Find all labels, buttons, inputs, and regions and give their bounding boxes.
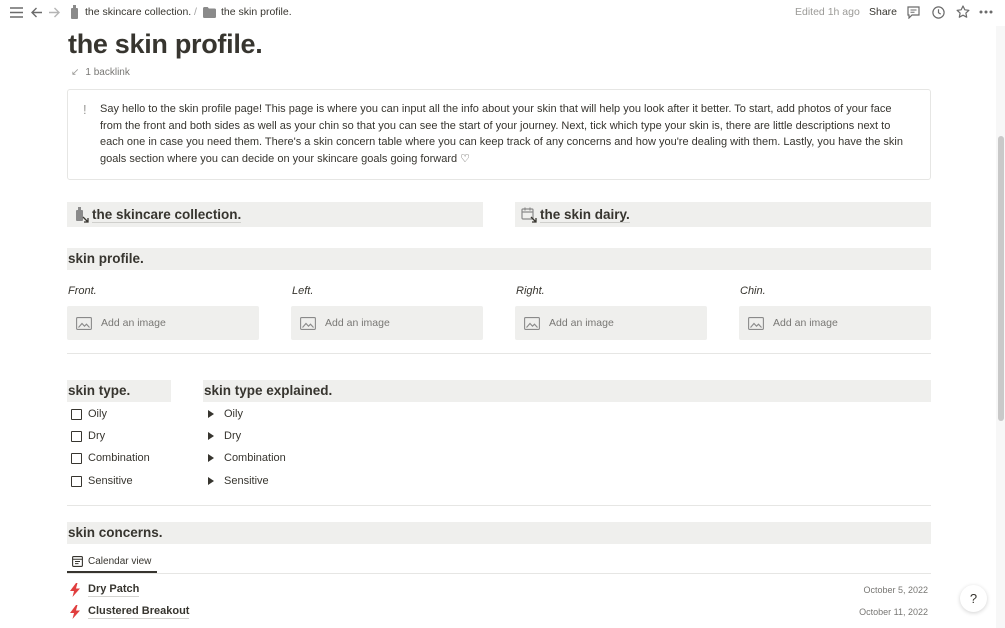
toggle-triangle-icon[interactable] [208, 410, 214, 418]
clock-icon[interactable] [932, 6, 945, 19]
checkbox-oily[interactable] [71, 406, 107, 422]
link-skincare-collection[interactable] [67, 202, 483, 227]
breadcrumb-current-page[interactable]: the skin profile. [221, 6, 292, 18]
image-icon [748, 317, 764, 330]
link-skin-dairy-label[interactable]: the skin dairy. [540, 206, 630, 222]
lightning-icon [69, 583, 81, 597]
checkbox-dry[interactable] [71, 428, 105, 444]
checkbox-label: Oily [88, 408, 107, 420]
chin-label: Chin. [740, 285, 766, 297]
checkbox-label: Dry [88, 430, 106, 442]
checkbox-label: Combination [88, 452, 150, 464]
divider [67, 505, 931, 506]
skin-profile-heading[interactable]: skin profile. [67, 248, 931, 270]
comment-icon[interactable] [907, 6, 920, 19]
scrollbar[interactable] [996, 26, 1005, 628]
more-options-icon[interactable] [979, 10, 993, 14]
page-title[interactable]: the skin profile. [68, 29, 263, 59]
menu-icon[interactable] [10, 7, 23, 18]
toggle-label[interactable]: Dry [224, 430, 242, 442]
edited-status: Edited 1h ago [795, 6, 860, 18]
calendar-view-label[interactable]: Calendar view [88, 555, 152, 567]
link-skin-dairy[interactable] [515, 202, 931, 227]
skin-type-explained-heading[interactable]: skin type explained. [203, 380, 931, 402]
image-icon [300, 317, 316, 330]
backlink-arrow-icon: ↙ [71, 67, 80, 78]
calendar-view-tab[interactable] [67, 551, 157, 573]
lightning-icon [69, 605, 81, 619]
toggle-triangle-icon[interactable] [208, 454, 214, 462]
skin-type-heading[interactable]: skin type. [67, 380, 171, 402]
concern-date: October 11, 2022 [859, 607, 928, 617]
add-chin-image-label[interactable]: Add an image [773, 317, 838, 329]
right-label: Right. [516, 285, 545, 297]
front-label: Front. [68, 285, 97, 297]
help-button[interactable]: ? [960, 585, 987, 612]
intro-callout[interactable] [67, 89, 931, 180]
checkbox-combination[interactable] [71, 450, 150, 466]
calendar-link-icon [520, 206, 538, 224]
breadcrumb-collection[interactable]: the skincare collection. [85, 6, 192, 18]
bottle-icon [70, 5, 79, 19]
backlink[interactable] [71, 67, 130, 78]
share-button[interactable]: Share [869, 6, 898, 18]
toggle-label[interactable]: Combination [224, 452, 286, 464]
concern-name[interactable]: Clustered Breakout [88, 605, 190, 617]
add-right-image-button[interactable] [515, 306, 707, 340]
checkbox-box[interactable] [71, 476, 82, 487]
concern-row[interactable] [69, 602, 931, 622]
image-icon [524, 317, 540, 330]
star-icon[interactable] [956, 5, 970, 19]
toggle-oily[interactable] [208, 406, 243, 422]
image-icon [76, 317, 92, 330]
add-left-image-label[interactable]: Add an image [325, 317, 390, 329]
scrollbar-thumb[interactable] [998, 136, 1004, 421]
folder-icon [203, 7, 216, 18]
divider [67, 353, 931, 354]
skin-concerns-heading[interactable]: skin concerns. [67, 522, 931, 544]
forward-arrow-icon[interactable] [48, 7, 60, 18]
checkbox-sensitive[interactable] [71, 473, 133, 489]
add-chin-image-button[interactable] [739, 306, 931, 340]
toggle-label[interactable]: Sensitive [224, 475, 269, 487]
concern-name[interactable]: Dry Patch [88, 583, 140, 595]
toggle-sensitive[interactable] [208, 473, 269, 489]
add-front-image-button[interactable] [67, 306, 259, 340]
add-front-image-label[interactable]: Add an image [101, 317, 166, 329]
back-arrow-icon[interactable] [31, 7, 43, 18]
add-right-image-label[interactable]: Add an image [549, 317, 614, 329]
toggle-combination[interactable] [208, 450, 286, 466]
toggle-triangle-icon[interactable] [208, 432, 214, 440]
add-left-image-button[interactable] [291, 306, 483, 340]
checkbox-box[interactable] [71, 453, 82, 464]
link-skincare-collection-label[interactable]: the skincare collection. [92, 206, 242, 222]
exclamation-icon: ! [83, 102, 87, 117]
checkbox-box[interactable] [71, 409, 82, 420]
concern-date: October 5, 2022 [863, 585, 928, 595]
bottle-link-icon [72, 206, 90, 224]
toggle-dry[interactable] [208, 428, 241, 444]
checkbox-box[interactable] [71, 431, 82, 442]
topbar [0, 0, 1005, 26]
checkbox-label: Sensitive [88, 475, 133, 487]
toggle-triangle-icon[interactable] [208, 477, 214, 485]
callout-text[interactable]: Say hello to the skin profile page! This page is where you can input all the info about your skin that will help you look after it better. To start, add photos of your face from the front and both sides as well as your chin so that you can see the start of your journey. Next, tick which type your skin is, there are little descriptions next to each one in case you need them. There's a skin concern table where you can keep track of any concerns and how you're dealing with them. Lastly, you have the skin goals section where you can decide on your skincare goals going forward ♡ [100, 103, 903, 165]
calendar-view-icon [72, 556, 83, 567]
view-divider [67, 573, 931, 574]
backlink-label[interactable]: 1 backlink [85, 67, 130, 78]
left-label: Left. [292, 285, 314, 297]
concern-row[interactable] [69, 580, 931, 600]
breadcrumb-separator: / [194, 6, 197, 18]
toggle-label[interactable]: Oily [224, 408, 243, 420]
